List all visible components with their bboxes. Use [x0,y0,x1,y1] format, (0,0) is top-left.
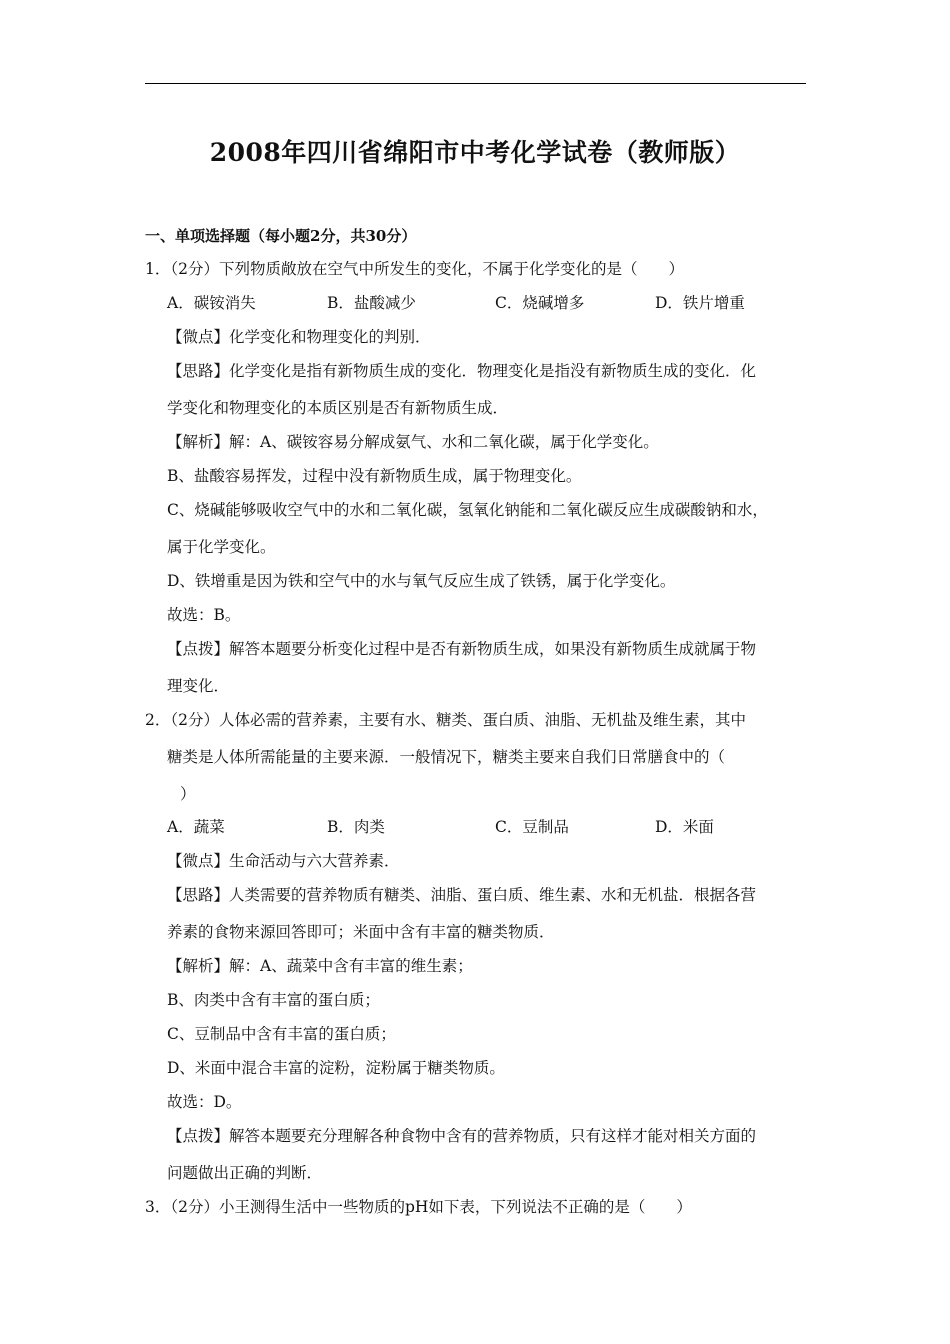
q1-weidian: 【微点】化学变化和物理变化的判别． [167,328,431,346]
q2-stem-line2: 糖类是人体所需能量的主要来源．一般情况下，糖类主要来自我们日常膳食中的（ [167,748,726,766]
header-rule [145,83,806,84]
q1-jiexi-line4: 属于化学变化。 [167,538,276,556]
q2-weidian: 【微点】生命活动与六大营养素． [167,852,400,870]
q2-jiexi-line4: D、米面中混合丰富的淀粉，淀粉属于糖类物质。 [167,1059,505,1077]
q1-silu-line1: 【思路】化学变化是指有新物质生成的变化．物理变化是指没有新物质生成的变化．化 [167,362,757,380]
q2-dianbo-line2: 问题做出正确的判断． [167,1164,323,1182]
q1-silu-line2: 学变化和物理变化的本质区别是否有新物质生成． [167,399,509,417]
q2-stem-line3: ） [180,785,196,803]
q1-dianbo-line2: 理变化． [167,677,230,695]
q1-jiexi-line5: D、铁增重是因为铁和空气中的水与氧气反应生成了铁锈，属于化学变化。 [167,572,676,590]
q2-jiexi-line2: B、肉类中含有丰富的蛋白质； [167,991,380,1009]
q2-stem-line1: 2．（2分）人体必需的营养素，主要有水、糖类、蛋白质、油脂、无机盐及维生素，其中 [145,711,746,729]
q2-dianbo-line1: 【点拨】解答本题要充分理解各种食物中含有的营养物质，只有这样才能对相关方面的 [167,1127,757,1145]
q2-silu-line1: 【思路】人类需要的营养物质有糖类、油脂、蛋白质、维生素、水和无机盐．根据各营 [167,886,757,904]
q2-option-a: A．蔬菜 [167,818,225,836]
q2-silu-line2: 养素的食物来源回答即可；米面中含有丰富的糖类物质． [167,923,555,941]
q2-jiexi-line1: 【解析】解：A、蔬菜中含有丰富的维生素； [167,957,473,975]
q2-option-b: B．肉类 [327,818,385,836]
section-heading: 一、单项选择题（每小题2分，共30分） [145,227,417,245]
q1-jiexi-line3: C、烧碱能够吸收空气中的水和二氧化碳，氢氧化钠能和二氧化碳反应生成碳酸钠和水， [167,501,768,519]
q1-option-d: D．铁片增重 [655,294,745,312]
q1-dianbo-line1: 【点拨】解答本题要分析变化过程中是否有新物质生成，如果没有新物质生成就属于物 [167,640,757,658]
q1-jiexi-line1: 【解析】解：A、碳铵容易分解成氨气、水和二氧化碳，属于化学变化。 [167,433,659,451]
q1-option-c: C．烧碱增多 [495,294,585,312]
q2-option-d: D．米面 [655,818,714,836]
q3-stem: 3．（2分）小王测得生活中一些物质的pH如下表，下列说法不正确的是（ ） [145,1198,692,1216]
q2-option-c: C．豆制品 [495,818,569,836]
page-title: 2008年四川省绵阳市中考化学试卷（教师版） [209,138,741,167]
q1-jiexi-line2: B、盐酸容易挥发，过程中没有新物质生成，属于物理变化。 [167,467,582,485]
q1-option-b: B．盐酸减少 [327,294,416,312]
q1-option-a: A．碳铵消失 [167,294,256,312]
q2-answer: 故选：D。 [167,1093,242,1111]
q1-answer: 故选：B。 [167,606,241,624]
q2-jiexi-line3: C、豆制品中含有丰富的蛋白质； [167,1025,396,1043]
q1-stem: 1．（2分）下列物质敞放在空气中所发生的变化，不属于化学变化的是（ ） [145,260,684,278]
